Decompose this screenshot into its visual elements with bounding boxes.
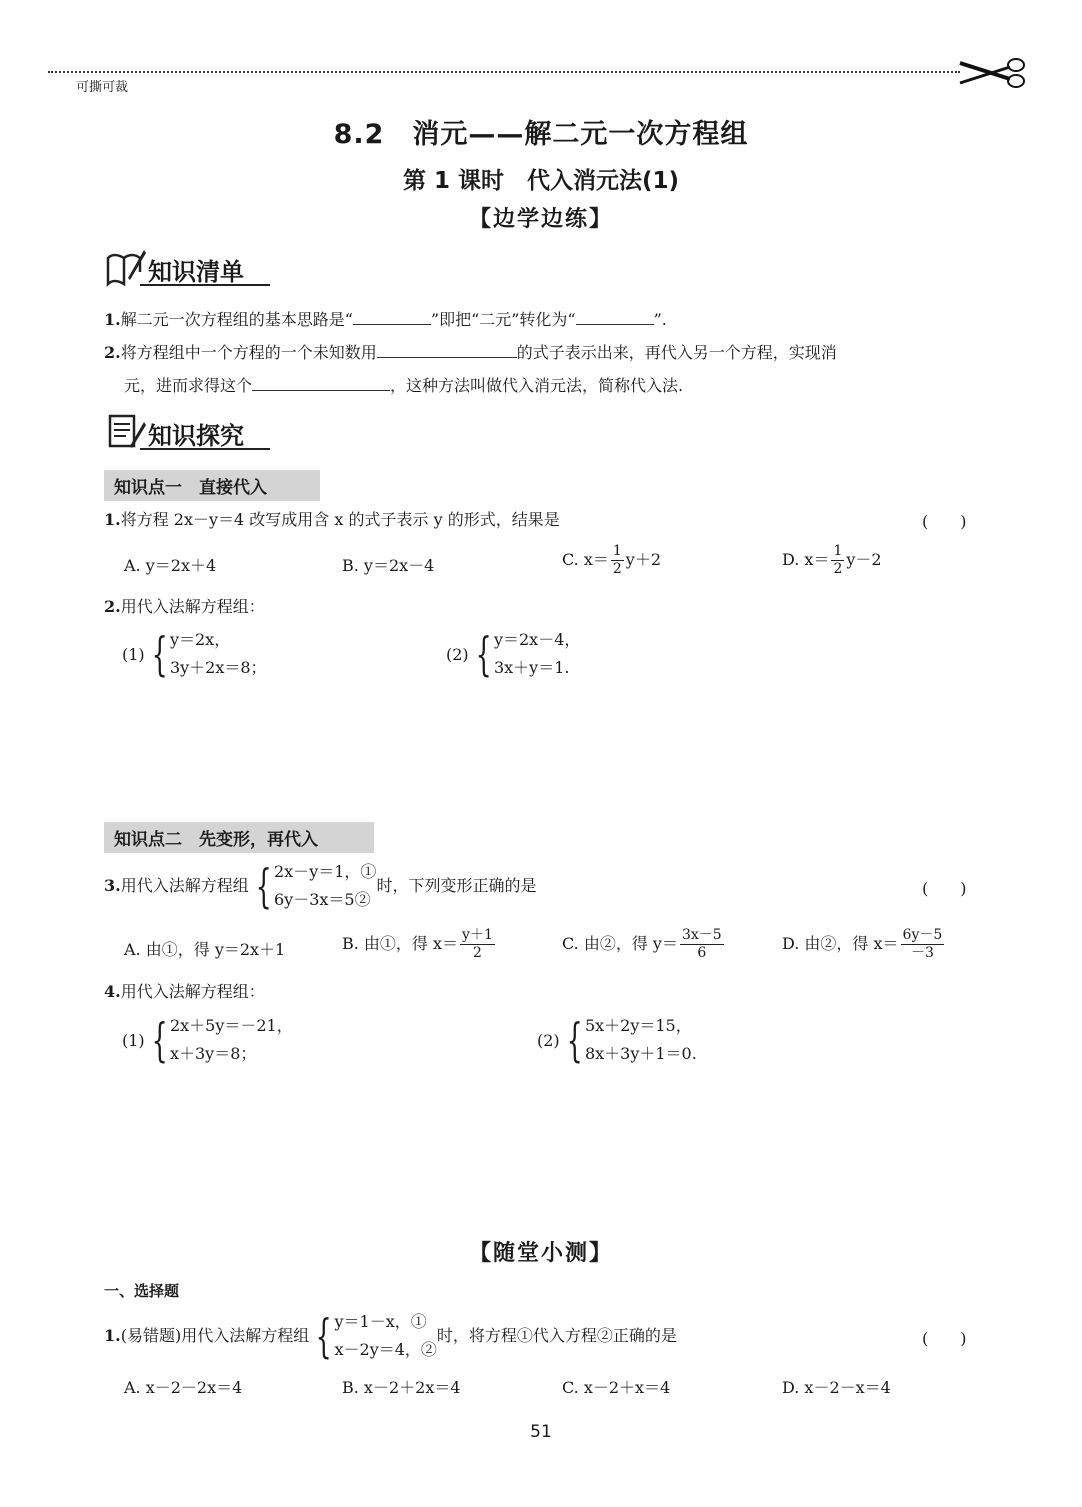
quiz-section-heading: 一、选择题 xyxy=(104,1282,180,1300)
equation-system-4-2: (2) { 5x＋2y＝15， 8x＋3y＋1＝0. xyxy=(537,1013,697,1067)
lesson-title: 第 1 课时 代入消元法(1) xyxy=(402,168,680,194)
fill-blank[interactable] xyxy=(377,341,517,358)
heading-underline xyxy=(140,448,270,450)
page-number: 51 xyxy=(530,1422,552,1442)
section-title: 8.2 消元——解二元一次方程组 xyxy=(333,119,749,150)
fill-blank[interactable] xyxy=(252,374,390,391)
option-a[interactable]: A. x－2－2x＝4 xyxy=(124,1378,243,1397)
answer-paren[interactable]: ( ) xyxy=(922,879,967,898)
question-2: 2.用代入法解方程组： xyxy=(104,597,265,616)
option-b[interactable]: B. y＝2x－4 xyxy=(342,556,435,575)
knowledge-point-2-label: 知识点二 先变形，再代入 xyxy=(104,822,374,853)
knowledge-item-2-cont: 元，进而求得这个 ，这种方法叫做代入消元法，简称代入法. xyxy=(124,376,684,395)
option-a[interactable]: A. 由①，得 y＝2x＋1 xyxy=(124,940,286,959)
cut-label: 可撕可裁 xyxy=(76,80,129,95)
answer-paren[interactable]: ( ) xyxy=(922,1329,967,1348)
equation-system-2-1: (1) { y＝2x， 3y＋2x＝8； xyxy=(122,627,267,681)
option-b[interactable]: B. x－2＋2x＝4 xyxy=(342,1378,461,1397)
option-d[interactable]: D. 由②，得 x＝ $\frac{6y-5}{-3}$ xyxy=(782,927,943,961)
option-c[interactable]: C. 由②，得 y＝ $\frac{3x-5}{6}$ xyxy=(562,927,722,961)
part-title-learn: 【边学边练】 xyxy=(468,207,613,232)
knowledge-point-1-label: 知识点一 直接代入 xyxy=(104,470,320,501)
cut-line xyxy=(48,71,960,73)
question-4: 4.用代入法解方程组： xyxy=(104,982,265,1001)
quiz-question-1: 1. (易错题)用代入法解方程组 { y＝1－x，① x－2y＝4，② 时，将方程①代入方程②正确的是 xyxy=(104,1309,677,1363)
option-b[interactable]: B. 由①，得 x＝ $\frac{y+1}{2}$ xyxy=(342,927,493,961)
option-a[interactable]: A. y＝2x＋4 xyxy=(124,556,217,575)
equation-system-4-1: (1) { 2x＋5y＝－21， x＋3y＝8； xyxy=(122,1013,293,1067)
fill-blank[interactable] xyxy=(353,308,431,325)
scissors-icon xyxy=(958,55,1028,91)
question-1: 1.将方程 2x－y＝4 改写成用含 x 的式子表示 y 的形式，结果是 xyxy=(104,510,560,529)
heading-underline xyxy=(140,284,270,286)
part-title-quiz: 【随堂小测】 xyxy=(468,1241,613,1266)
knowledge-item-2: 2.将方程组中一个方程的一个未知数用 的式子表示出来，再代入另一个方程，实现消 xyxy=(104,343,837,362)
knowledge-explore-heading: 知识探究 xyxy=(148,422,244,450)
knowledge-list-heading: 知识清单 xyxy=(148,258,244,286)
answer-paren[interactable]: ( ) xyxy=(922,512,967,531)
option-c[interactable]: C. x＝ $\frac{1}{2}$ y＋2 xyxy=(562,543,662,577)
question-3: 3. 用代入法解方程组 { 2x－y＝1，① 6y－3x＝5② 时，下列变形正确的是 xyxy=(104,859,537,913)
option-d[interactable]: D. x－2－x＝4 xyxy=(782,1378,891,1397)
knowledge-item-1: 1.解二元一次方程组的基本思路是“ ”即把“二元”转化为“ ”. xyxy=(104,310,667,329)
fill-blank[interactable] xyxy=(576,308,654,325)
option-d[interactable]: D. x＝ $\frac{1}{2}$ y－2 xyxy=(782,543,882,577)
equation-system-2-2: (2) { y＝2x－4， 3x＋y＝1. xyxy=(446,627,581,681)
option-c[interactable]: C. x－2＋x＝4 xyxy=(562,1378,671,1397)
